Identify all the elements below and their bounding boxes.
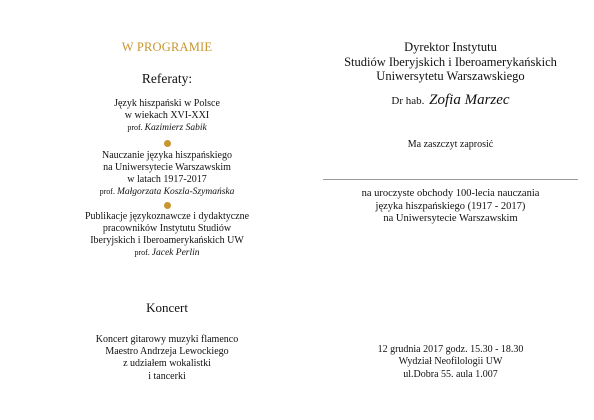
event-address: ul.Dobra 55. aula 1.007 [403,368,498,380]
occasion-line-2: języka hiszpańskiego (1917 - 2017) [375,200,526,212]
divider-line [323,179,578,180]
occasion-text [307,188,594,226]
talk-1-line-1: Język hiszpański w Polsce [114,98,220,109]
talk-1 [62,98,272,134]
separator-dot-2 [164,202,171,209]
talk-1-author [62,122,272,134]
talk-2-author-name: Małgorzata Koszla-Szymańska [116,187,235,197]
director-line-2: Studiów Iberyjskich i Iberoamerykańskich [344,54,557,69]
director-line-1: Dyrektor Instytutu [404,40,497,54]
director-title: Dr hab. [391,95,425,107]
talk-3-author-name: Jacek Perlin [151,248,200,258]
talk-2-author [62,186,272,198]
invite-text: Ma zaszczyt zaprosić [407,139,494,150]
talk-3 [62,211,272,259]
talk-1-author-name: Kazimierz Sabik [144,123,207,133]
referaty-heading: Referaty: [141,71,193,86]
talk-3-line-2: pracowników Instytutu Studiów [102,223,232,234]
talk-3-line-1: Publikacje językoznawcze i dydaktyczne [84,211,250,222]
event-date-time: 12 grudnia 2017 godz. 15.30 - 18.30 [377,344,524,355]
concert-line-2: Maestro Andrzeja Lewockiego [105,346,229,358]
concert-heading: Koncert [146,300,188,315]
separator-dot-1 [164,140,171,147]
event-details [307,344,594,381]
occasion-line-3: na Uniwersytecie Warszawskim [383,213,518,224]
occasion-line-1: na uroczyste obchody 100-lecia nauczania [361,188,540,199]
concert-line-4: i tancerki [148,370,186,382]
concert-line-3: z udziałem wokalistki [123,358,211,370]
director-name: Zofia Marzec [429,92,510,108]
talk-2-line-3: w latach 1917-2017 [127,174,207,185]
talk-1-author-title: prof. [127,123,143,132]
talk-3-line-3: Iberyjskich i Iberoamerykańskich UW [90,235,244,246]
director-block [307,40,594,84]
director-line-3: Uniwersytetu Warszawskiego [376,69,525,83]
talk-2-author-title: prof. [99,187,115,196]
talk-3-author [62,247,272,259]
talk-2-line-2: na Uniwersytecie Warszawskim [103,162,231,173]
concert-line-1: Koncert gitarowy muzyki flamenco [95,334,239,345]
event-faculty: Wydział Neofilologii UW [398,356,503,368]
talk-2 [62,150,272,198]
concert-description [62,334,272,383]
director-name-line [307,92,594,109]
talk-3-author-title: prof. [134,248,150,257]
talk-2-line-1: Nauczanie języka hiszpańskiego [102,150,232,161]
program-heading: W PROGRAMIE [121,40,213,54]
talk-1-line-2: w wiekach XVI-XXI [124,110,210,121]
